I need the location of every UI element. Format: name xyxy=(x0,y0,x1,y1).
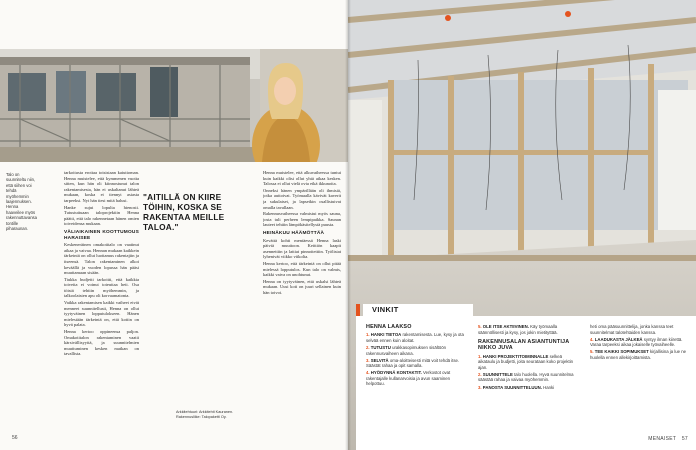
tips-accent-tab xyxy=(356,304,360,316)
tip-text: rakentamisesta. Lue, kysy ja ota selvää ennen kuin aloitat. xyxy=(366,332,464,343)
tip-keyword: OLE ITSE AKTIIVINEN. xyxy=(482,324,529,329)
article-column-2 xyxy=(263,170,341,436)
magazine-name: MENAISET xyxy=(648,436,677,442)
section-subhead: HEINÄKUU HÄÄMÖTTÄÄ xyxy=(263,230,325,236)
article-column-1 xyxy=(64,170,139,436)
tip-item xyxy=(590,337,690,348)
paragraph: Tiukka budjetti tarkoitti, että kaikkia toiveita ei voinut toteuttaa heti. Osa töistä tehtiin myöhemmin, ja talkoolaisten apu oli korvaamatonta. xyxy=(64,276,139,299)
tip-item xyxy=(366,370,468,387)
page-number: 56 xyxy=(12,435,18,441)
tip-text: talo huolella. Hyvä suunnitelma säästää rahaa ja vaivaa myöhemmin. xyxy=(478,371,574,383)
tip-number: 3. xyxy=(478,384,482,390)
tip-continuation: heti oma pääsuunnittelija, jonka kanssa teet suunnitelmat talotehtaiden kanssa. xyxy=(590,324,674,335)
tips-column-2 xyxy=(478,324,580,392)
tip-item xyxy=(478,372,580,383)
tip-item xyxy=(590,349,690,360)
magazine-folio xyxy=(648,436,688,442)
section-subhead: VÄLIAIKAINEN KOOTTUMOUS HARAISEE xyxy=(64,229,139,241)
tips-column-1 xyxy=(366,324,468,388)
tips-person-name: HENNA LAAKSO xyxy=(366,324,412,330)
tip-keyword: TUTUSTU xyxy=(370,345,391,350)
tip-keyword: PANOSTA SUUNNITTELUUN. xyxy=(482,384,542,390)
tip-number: 4. xyxy=(590,336,594,342)
tip-item xyxy=(478,354,580,371)
tip-item xyxy=(478,385,580,391)
tip-keyword: SUUNNITTELE xyxy=(482,371,513,377)
photo-caption: Talo on suunniteltu niin, että siihen voi tehdä myöhemmin laajennuksen. Henna haaveilee myös rakennuttavansa tontille piharaunan. xyxy=(6,172,37,232)
tip-keyword: LAADUKASTA JÄLKEÄ xyxy=(594,336,643,342)
tip-text: kirjallisina ja lue ne huolella ennen allekirjoittamista. xyxy=(590,349,687,360)
paragraph: Henna kertoo oppineensa paljon. Omakotitalon rakentaminen vaatii kärsivällisyyttä, ja suunnitelmien muuttuminen kesken matkan on tavallista. xyxy=(64,329,139,357)
page-number: 57 xyxy=(681,436,688,442)
paragraph: Rakennusvaiheessa valmistui myös sauna, josta tuli perheen lempipaikka. Saunan lauteet tehtiin lämpökäsitellystä puusta. xyxy=(263,211,341,228)
tip-number: 2. xyxy=(478,371,482,377)
tip-keyword: HYÖDYNNÄ KONTAKTIT. xyxy=(370,370,422,376)
page-gutter xyxy=(345,0,351,450)
tip-text: selkeä aikataulu ja budjetti, joita seurataan koko projektin ajan. xyxy=(478,353,574,370)
tip-number: 1. xyxy=(366,332,370,338)
tips-box xyxy=(356,316,696,450)
tip-number: 5. xyxy=(590,349,594,355)
tip-item xyxy=(478,324,580,335)
tip-keyword: TEE KAIKKI SOPIMUKSET xyxy=(594,349,649,355)
tip-text: Hanki xyxy=(543,384,555,390)
paragraph: Henna kertoo, että tärkeintä on ollut pitää mielessä lopputulos. Kun talo on valmis, kaikki vaiva on unohtunut. xyxy=(263,260,341,278)
paragraph: Onneksi hänen ympärillään oli ihmisiä, jotka auttoivat. Työmaalla kävivät kaverit ja sukulaiset, ja lapsetkin osallistuivat omalla tavallaan. xyxy=(263,187,341,210)
tips-column-3 xyxy=(590,324,690,362)
tip-text: syntyy ilman kiirettä. Varaa tarpeeksi aikaa jokaiselle työvaiheelle. xyxy=(590,336,683,348)
tip-item xyxy=(366,332,468,343)
tip-text: Käy työmaalla säännöllisesti ja kysy, jos jokin mietityttää. xyxy=(478,324,558,335)
tip-number: 4. xyxy=(366,370,370,376)
paragraph: Henna on tyytyväinen, että uskalsi lähteä mukaan. Uusi koti on juuri sellainen kuin hän toivoi. xyxy=(263,278,341,295)
tip-text: Verkostot ovat rakentajalle kullanarvoisia ja avun saaminen helpottuu. xyxy=(366,370,451,387)
tip-item xyxy=(366,358,468,369)
tip-text: urakkasopimuksen sisältöön rakennusvaiheen aikana. xyxy=(366,345,447,356)
paragraph: Keskeneräinen omakotitalo on vaatinut aikaa ja vaivaa. Hennan mukaan kaikkein tärkeintä on ollut luottamus rakentajiin ja itseensä. Talon rakentaminen alkoi keväällä ja vuoden lopussa hän pääsi muuttamaan sisään. xyxy=(64,242,139,276)
tip-number: 2. xyxy=(366,345,370,350)
tips-title: VINKIT xyxy=(363,304,473,316)
tip-number: 1. xyxy=(478,353,482,359)
paragraph: tarkoitusta erottaa toisistaan kaiuttoman. Henna muistelee, että kymmenen vuotta sitten, kun hän oli kiinnostunut talon rakentamisesta, hän ei uskaltanut lähteä mukaan, koska ei tiennyt asiasta tarpeeksi. Nyt hän tiesi mitä halusi. xyxy=(64,170,139,203)
paragraph: Hanke sujui lopulta hienosti. Tutustuttuaan taloprojektiin Henna päätti, että talo rakennetaan hänen omien toiveidensa mukaan. xyxy=(64,204,139,227)
tip-text: oma-aloitteisesti mitä voit tehdä itse. Säästät rahaa ja opit samalla. xyxy=(366,357,460,369)
house-exterior-photo xyxy=(0,49,348,162)
tip-keyword: HANKI PROJEKTITOIMINNALLE xyxy=(482,353,549,359)
tip-item xyxy=(366,345,468,356)
tip-number: 3. xyxy=(366,357,370,363)
pull-quote xyxy=(143,192,243,232)
tips-expert-name: RAKENNUSALAN ASIANTUNTIJA NIKKO JUVA xyxy=(478,339,570,352)
tip-keyword: HANKI TIETOA xyxy=(370,332,402,338)
photo-credit: Arkkitehtuuri: Arkkitehti Kauranen. Rakennusliike: Talopaketti Oy. xyxy=(176,410,234,419)
tip-keyword: SELVITÄ xyxy=(370,357,389,363)
tip-number: 5. xyxy=(478,324,482,329)
paragraph: Kevättä kohti mentäessä Henna laski päiviä muuttoon. Keittiön kaapit asennettiin ja lattiat pinnoitettiin. Työlistat lyhenivät viikko viikolta. xyxy=(263,237,341,260)
pull-quote-text: "AITILLÄ ON KIIRE TÖIHIN, KOSKA SE RAKENTAA MEILLE TALOA." xyxy=(143,192,225,232)
paragraph: Henna muistelee, että alkuvaiheessa tuntui kuin kaikki olisi ollut yhtä aikaa kesken. Talossa ei ollut vielä ovia eikä ikkunoita. xyxy=(263,170,341,187)
paragraph: Vaikka rakentamisen kaikki vaiheet eivät menneet suunnitellusti, Henna on ollut tyytyväinen lopputulokseen. Hänen mielestään tärkeintä on, että kotiin on hyvä palata. xyxy=(64,300,139,328)
